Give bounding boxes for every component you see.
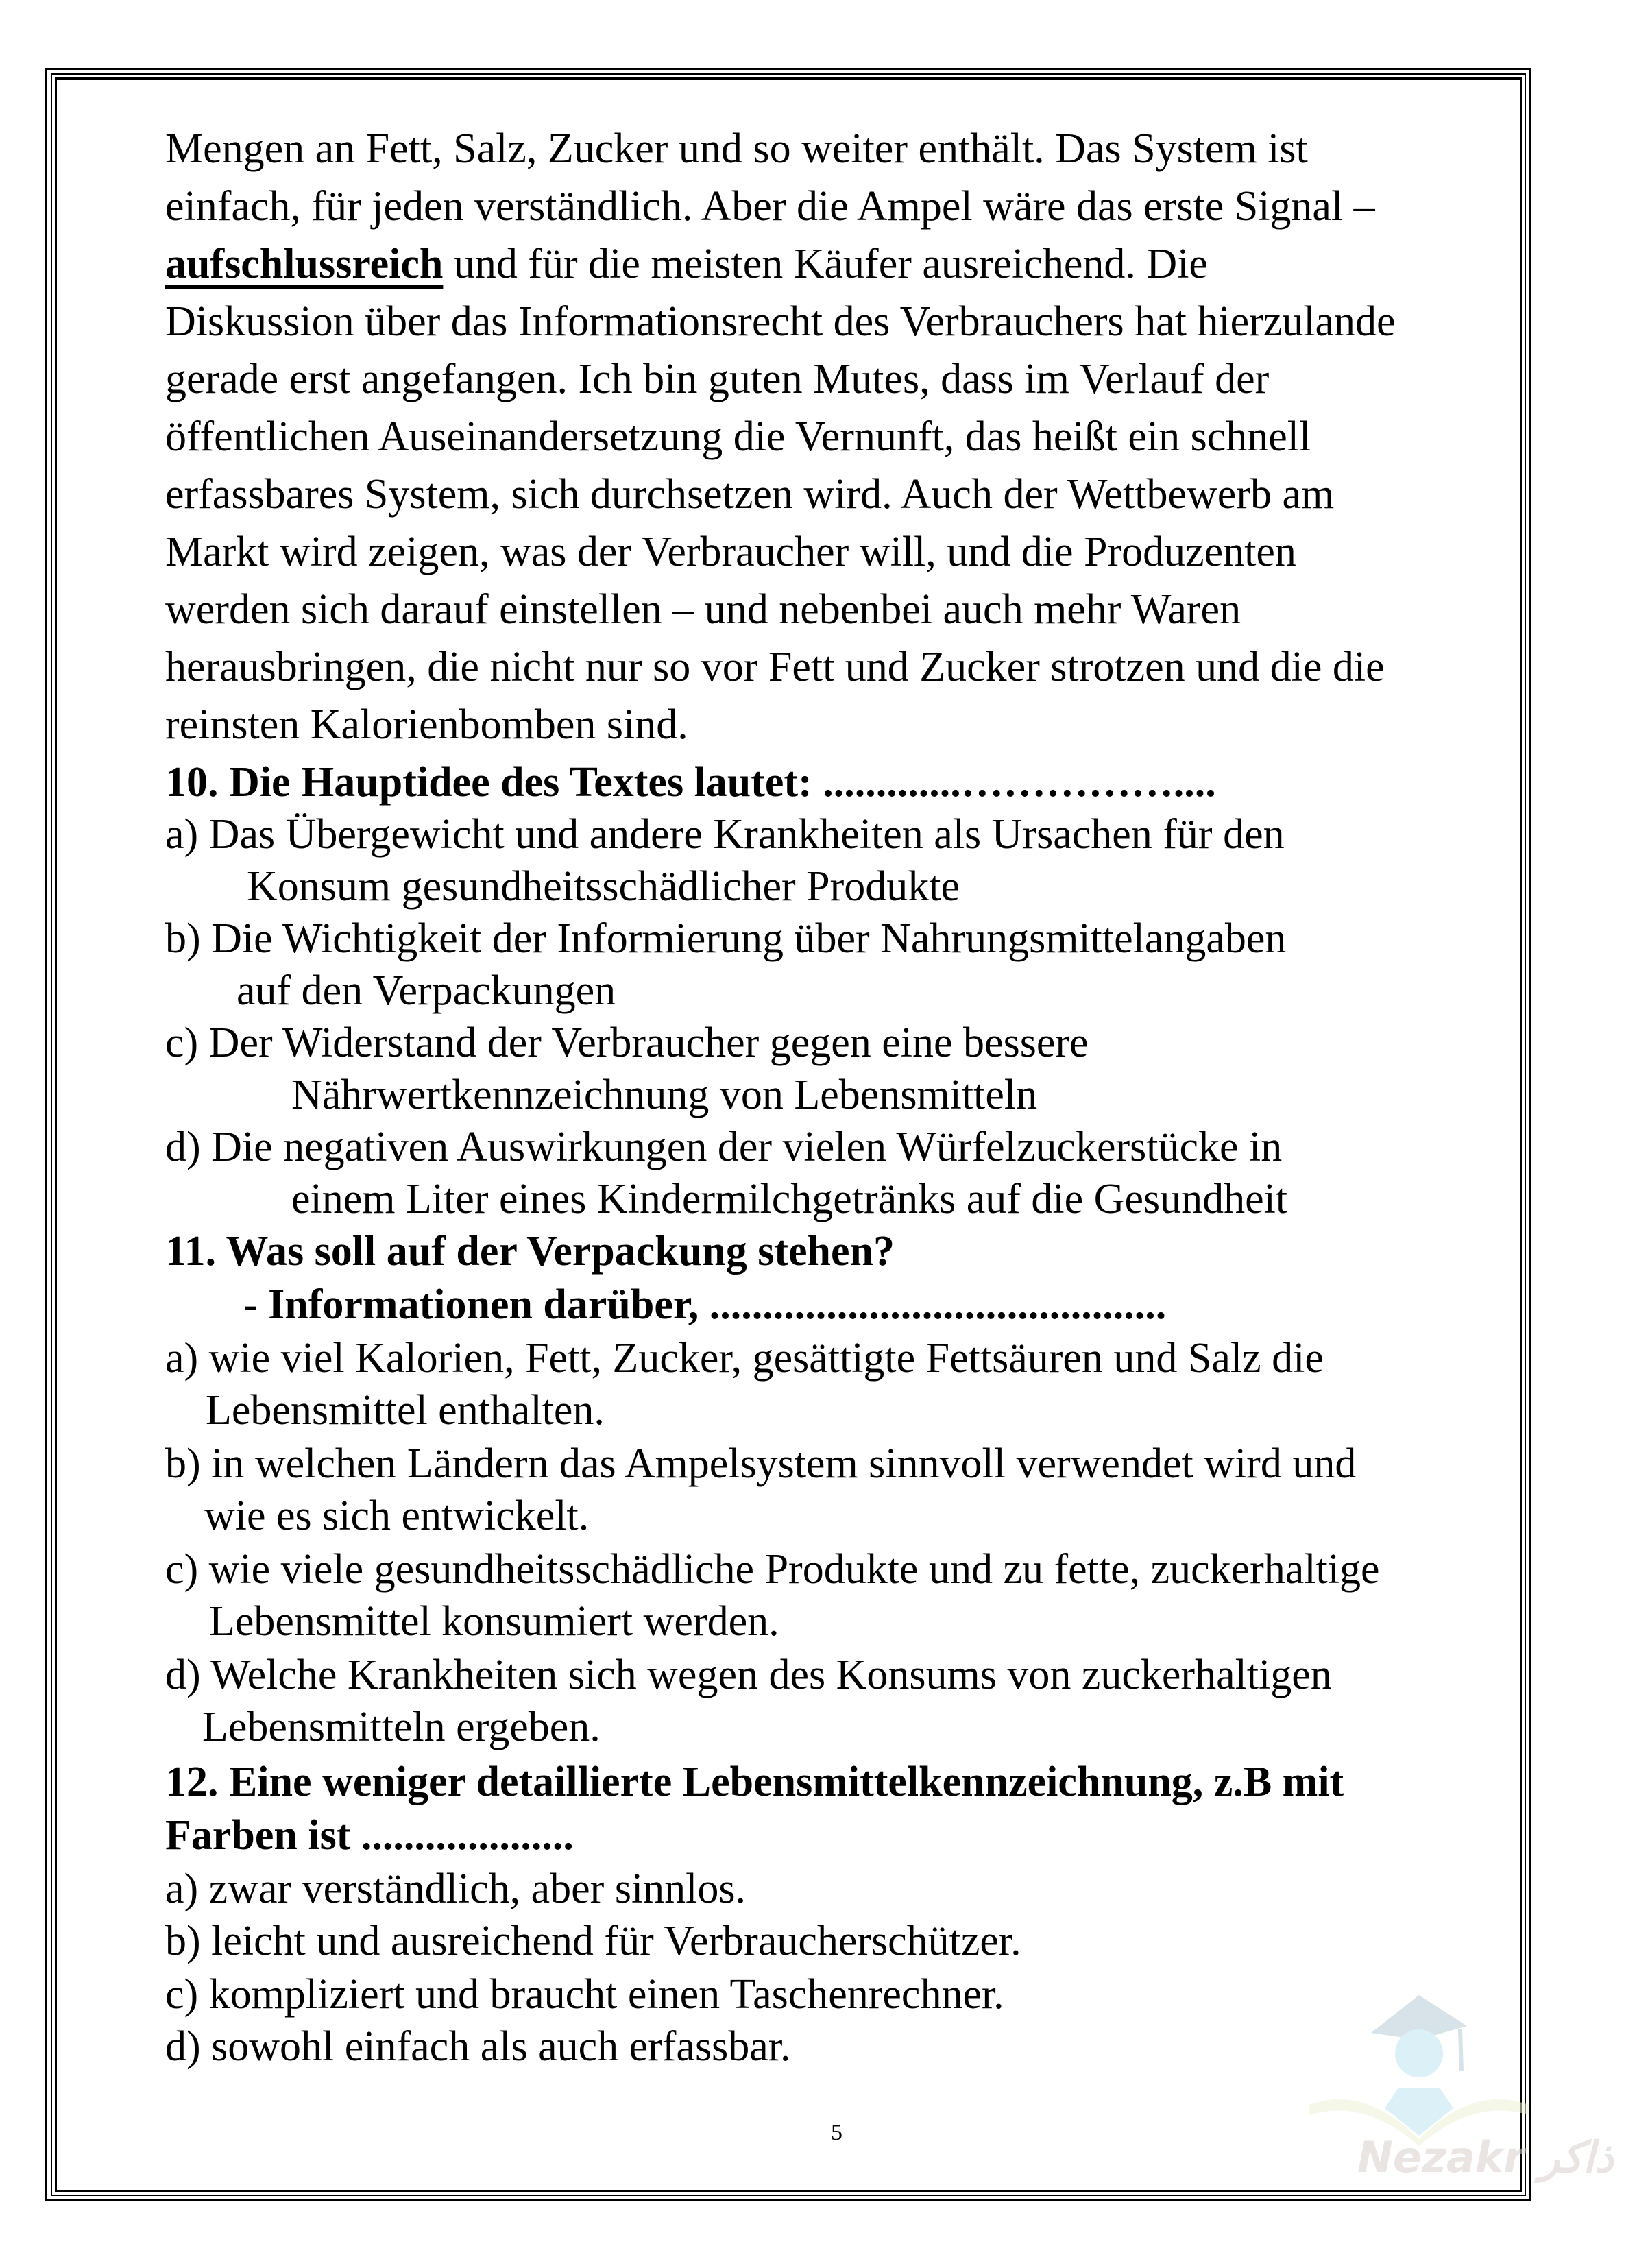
answer-option-c-cont: Nährwertkennzeichnung von Lebensmitteln bbox=[291, 1072, 1038, 1118]
answer-option-b[interactable]: b) Die Wichtigkeit der Informierung über Nahrungsmittelangaben bbox=[165, 915, 1287, 962]
answer-option-d[interactable]: d) Die negativen Auswirkungen der vielen Würfelzuckerstücke in bbox=[165, 1124, 1283, 1170]
passage-line: einfach, für jeden verständlich. Aber die Ampel wäre das erste Signal – bbox=[165, 183, 1375, 230]
answer-option-a[interactable]: a) zwar verständlich, aber sinnlos. bbox=[165, 1866, 747, 1912]
answer-option-c[interactable]: c) Der Widerstand der Verbraucher gegen eine bessere bbox=[165, 1020, 1089, 1066]
answer-option-a-cont: Konsum gesundheitsschädlicher Produkte bbox=[247, 863, 960, 910]
answer-option-d-cont: Lebensmitteln ergeben. bbox=[202, 1704, 601, 1750]
answer-option-a-cont: Lebensmittel enthalten. bbox=[206, 1387, 605, 1434]
passage-line-rest: und für die meisten Käufer ausreichend. Die bbox=[453, 241, 1208, 287]
answer-option-c[interactable]: c) kompliziert und braucht einen Taschenrechner. bbox=[165, 1971, 1004, 2018]
question-subprompt: - Informationen darüber, ........................................... bbox=[243, 1281, 1167, 1328]
passage-line: Markt wird zeigen, was der Verbraucher will, und die Produzenten bbox=[165, 529, 1296, 575]
question-prompt: 12. Eine weniger detaillierte Lebensmittelkennzeichnung, z.B mit bbox=[165, 1759, 1344, 1805]
passage-line: erfassbares System, sich durchsetzen wird. Auch der Wettbewerb am bbox=[165, 471, 1335, 518]
passage-line: werden sich darauf einstellen – und nebenbei auch mehr Waren bbox=[165, 586, 1241, 633]
answer-option-a[interactable]: a) Das Übergewicht und andere Krankheiten als Ursachen für den bbox=[165, 811, 1285, 858]
page-number: 5 bbox=[831, 2120, 842, 2145]
answer-option-b[interactable]: b) in welchen Ländern das Ampelsystem sinnvoll verwendet wird und bbox=[165, 1440, 1357, 1487]
answer-option-d[interactable]: d) sowohl einfach als auch erfassbar. bbox=[165, 2023, 791, 2070]
answer-option-b[interactable]: b) leicht und ausreichend für Verbraucherschützer. bbox=[165, 1918, 1021, 1964]
answer-option-c[interactable]: c) wie viele gesundheitsschädliche Produkte und zu fette, zuckerhaltige bbox=[165, 1546, 1380, 1593]
graduate-book-icon bbox=[1289, 1988, 1590, 2146]
nezakr-watermark-logo bbox=[1289, 1988, 1614, 2194]
answer-option-d-cont: einem Liter eines Kindermilchgetränks auf die Gesundheit bbox=[291, 1176, 1288, 1222]
answer-option-b-cont: auf den Verpackungen bbox=[237, 967, 616, 1014]
answer-option-c-cont: Lebensmittel konsumiert werden. bbox=[209, 1598, 779, 1645]
passage-line: herausbringen, die nicht nur so vor Fett und Zucker strotzen und die die bbox=[165, 644, 1385, 690]
answer-option-b-cont: wie es sich entwickelt. bbox=[204, 1493, 590, 1539]
passage-line: Diskussion über das Informationsrecht des Verbrauchers hat hierzulande bbox=[165, 298, 1396, 345]
passage-line bbox=[165, 243, 1208, 285]
answer-option-a[interactable]: a) wie viel Kalorien, Fett, Zucker, gesättigte Fettsäuren und Salz die bbox=[165, 1335, 1324, 1382]
watermark-text: Nezakr ذاكر bbox=[1357, 2132, 1614, 2182]
passage-line: reinsten Kalorienbomben sind. bbox=[165, 701, 688, 748]
passage-line: Mengen an Fett, Salz, Zucker und so weiter enthält. Das System ist bbox=[165, 125, 1308, 172]
question-prompt-cont: Farben ist .................... bbox=[165, 1812, 574, 1859]
highlighted-word: aufschlussreich bbox=[165, 241, 444, 287]
passage-line: öffentlichen Auseinandersetzung die Vernunft, das heißt ein schnell bbox=[165, 413, 1311, 460]
question-prompt: 10. Die Hauptidee des Textes lautet: .............…………….... bbox=[165, 759, 1216, 806]
question-prompt: 11. Was soll auf der Verpackung stehen? bbox=[165, 1228, 895, 1275]
passage-line: gerade erst angefangen. Ich bin guten Mutes, dass im Verlauf der bbox=[165, 356, 1270, 402]
answer-option-d[interactable]: d) Welche Krankheiten sich wegen des Konsums von zuckerhaltigen bbox=[165, 1652, 1332, 1698]
